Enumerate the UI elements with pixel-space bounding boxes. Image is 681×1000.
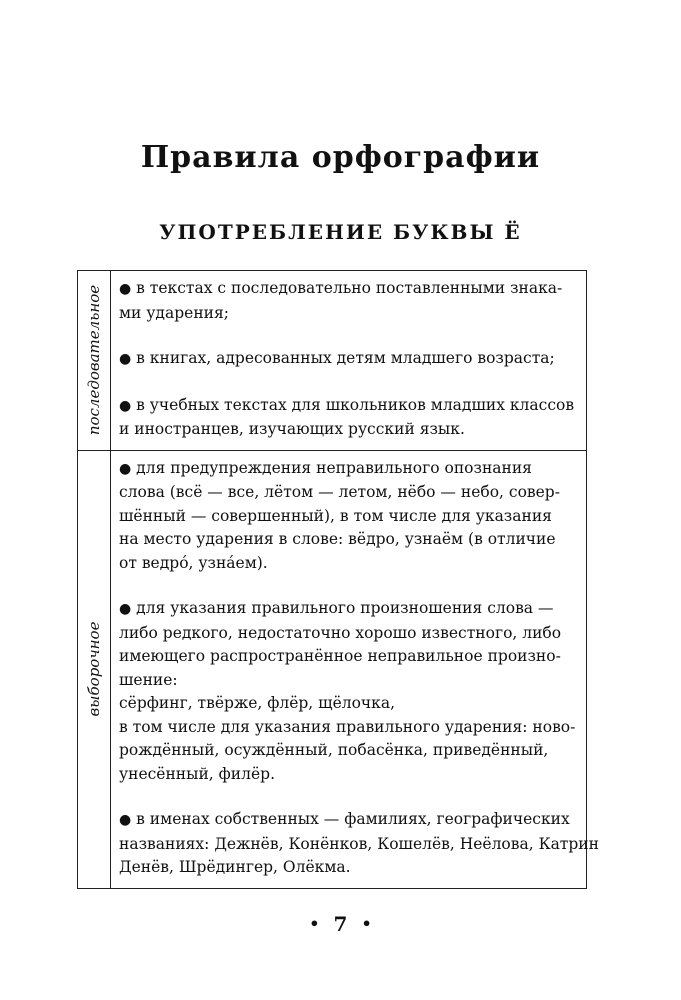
row-label-cell [78, 271, 111, 451]
page-dot-right: • [361, 914, 372, 933]
bullet-icon: ● [119, 281, 132, 297]
rule-line: в именах собственных — фамилиях, географических [136, 810, 570, 828]
table-row-consistent [78, 271, 587, 451]
rule-line: на место ударения в слове: вёдро, узнаём (в отличие [119, 530, 556, 548]
rule-line: от ведро́, узна́ем). [119, 553, 268, 572]
row-content [111, 450, 599, 888]
page-footer [0, 912, 681, 936]
rule-line: в текстах с последовательно поставленными знака- [136, 279, 563, 297]
page-title: Правила орфографии [140, 140, 541, 175]
bullet-icon: ● [119, 397, 132, 414]
page-number: 7 [333, 912, 348, 936]
rule-line: рождённый, осуждённый, побасёнка, приведённый, [119, 741, 549, 759]
rule-item [119, 597, 580, 786]
row-content [111, 271, 587, 451]
rule-item [119, 394, 580, 442]
rule-line: либо редкого, недостаточно хорошо известного, либо [119, 623, 562, 642]
rule-item [119, 347, 580, 372]
section-heading: УПОТРЕБЛЕНИЕ БУКВЫ Ё [159, 220, 522, 244]
page-dot-left: • [309, 914, 320, 933]
rule-line: для указания правильного произношения слова — [136, 599, 554, 617]
rule-line: имеющего распространённое неправильное произно- [119, 647, 561, 665]
rule-line: в учебных текстах для школьников младших классов [136, 395, 575, 414]
rule-item [119, 457, 580, 576]
rule-line: сёрфинг, твёрже, флёр, щёлочка, [119, 694, 396, 712]
rule-line: в том числе для указания правильного ударения: ново- [119, 717, 576, 736]
rule-line: шённый — совершенный), в том числе для указания [119, 506, 552, 525]
row-label-cell [78, 450, 111, 888]
bullet-icon: ● [119, 351, 132, 367]
rule-line: и иностранцев, изучающих русский язык. [119, 420, 465, 438]
row-label-consistent: последовательное [85, 285, 103, 436]
bullet-icon: ● [119, 460, 132, 477]
rule-line: шение: [119, 670, 178, 689]
rule-line: в книгах, адресованных детям младшего возраста; [136, 349, 555, 367]
rule-line: Денёв, Шрёдингер, Олёкма. [119, 858, 351, 876]
bullet-icon: ● [119, 601, 132, 617]
rule-line: унесённый, филёр. [119, 764, 275, 783]
row-label-selective: выборочное [85, 621, 103, 717]
rule-line: названиях: Дежнёв, Конёнков, Кошелёв, Неёлова, Катрин [119, 834, 599, 853]
rules-table [77, 270, 599, 889]
rule-item [119, 277, 580, 325]
rule-line: для предупреждения неправильного опознания [136, 458, 532, 477]
rule-item [119, 808, 599, 880]
bullet-icon: ● [119, 812, 132, 828]
table-row-selective [78, 450, 587, 888]
rule-line: ми ударения; [119, 303, 229, 322]
rule-line: слова (всё — все, лётом — летом, нёбо — небо, совер- [119, 483, 560, 501]
